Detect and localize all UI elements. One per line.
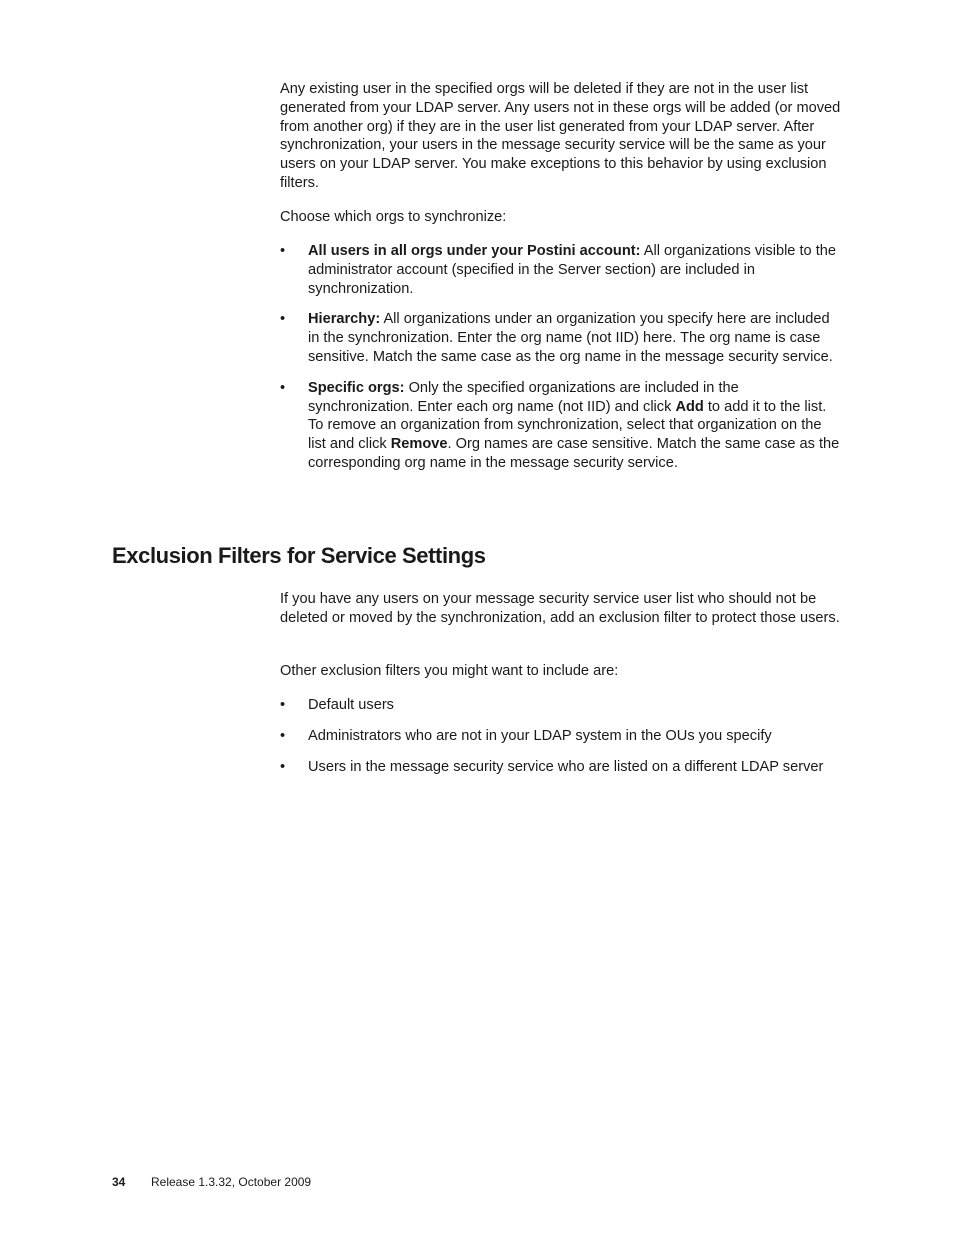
other-section [280,662,842,681]
exclusion-section [280,590,842,628]
other-filters-list [280,696,842,788]
list-item [280,242,842,298]
option-term: All users in all orgs under your Postini account: [308,243,641,259]
bullet: • [280,727,286,744]
filter-text: Default users [308,697,394,713]
list-item [280,310,842,366]
bullet: • [280,243,286,259]
page-number: 34 [112,1175,126,1189]
list-item [280,696,842,715]
release-info: Release 1.3.32, October 2009 [151,1175,312,1189]
choose-line: Choose which orgs to synchronize: [280,209,507,225]
list-item [280,727,842,746]
option-description: Only the specified organizations are included in the synchronization. Enter each org name (not IID) and click [308,379,739,415]
list-item [280,379,842,473]
page-footer [112,1174,311,1190]
bullet: • [280,311,286,328]
option-term: Specific orgs: [308,379,405,396]
choose-section [280,208,842,227]
add-term: Add [675,398,704,415]
option-description: to add it to the list. To remove an organization from synchronization, select that organization on the list and click [308,398,827,453]
bullet: • [280,758,286,775]
option-term: Hierarchy: [308,311,381,328]
filter-text: Users in the message security service who are listed on a different LDAP server [308,758,824,775]
exclusion-paragraph: If you have any users on your message security service user list who should not be deleted or moved by the synchronization, add an exclusion filter to protect those users. [280,591,840,626]
bullet: • [280,697,286,713]
filter-text: Administrators who are not in your LDAP system in the OUs you specify [308,727,772,744]
option-description: All organizations visible to the administrator account (specified in the Server section) are included in synchronization. [308,243,836,297]
remove-term: Remove [390,436,448,453]
list-item [280,758,842,777]
bullet: • [280,379,286,396]
other-line: Other exclusion filters you might want to include are: [280,663,619,679]
intro-paragraph: Any existing user in the specified orgs will be deleted if they are not in the user list generated from your LDAP server. Any users not in these orgs will be added (or moved from another org) if they are in the user list generated from your LDAP server. After synchronization, your users in the message security service will be the same as your users on your LDAP server. You make exceptions to this behavior by using exclusion filters. [280,81,841,191]
org-options-list [280,242,842,485]
section-heading: Exclusion Filters for Service Settings [112,543,486,568]
intro-section [280,80,842,193]
option-description: . Org names are case sensitive. Match the same case as the corresponding org name in the message security service. [308,436,840,471]
option-description: All organizations under an organization you specify here are included in the synchronization. Enter the org name (not IID) here. The org name is case sensitive. Match the same case as the org name in the message security service. [308,311,833,365]
